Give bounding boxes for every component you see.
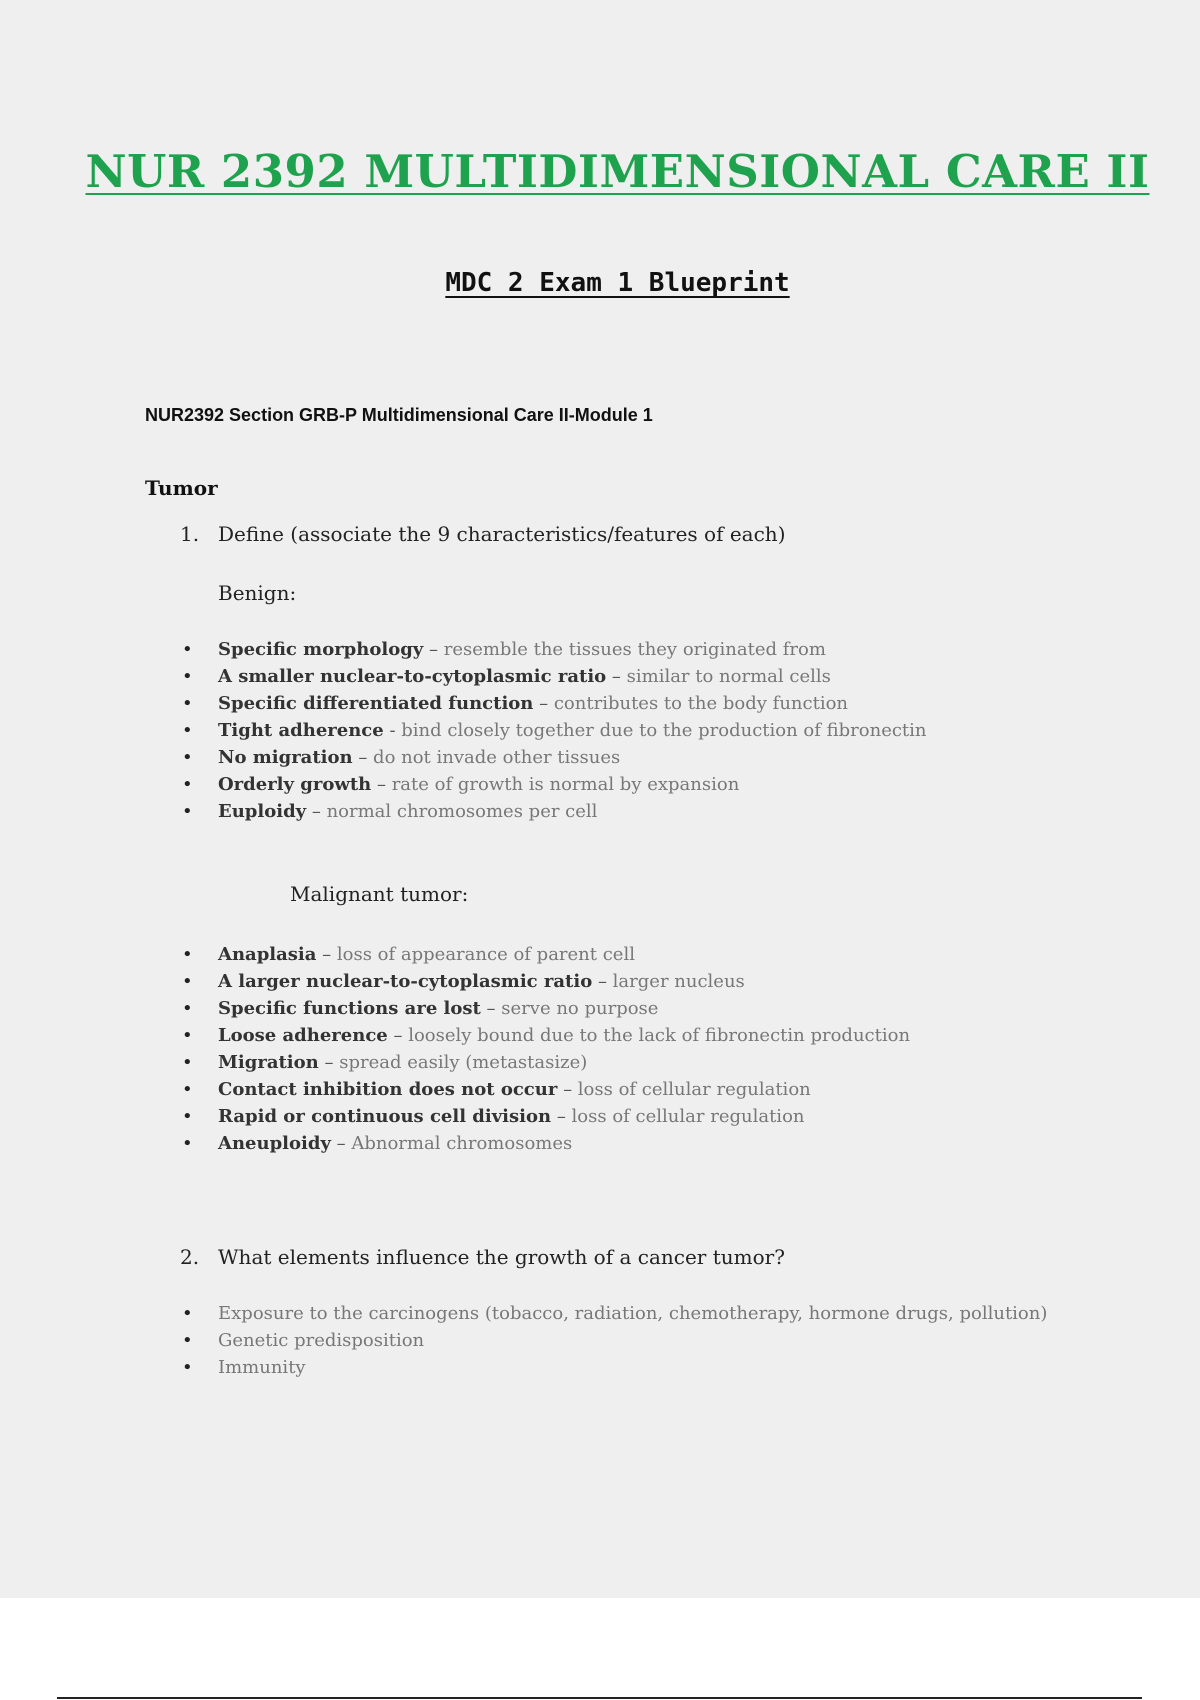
bullet-icon: • [182,747,193,768]
document-subtitle: MDC 2 Exam 1 Blueprint [445,268,790,298]
bullet-icon: • [182,971,193,992]
list-item: • Contact inhibition does not occur – loss of cellular regulation [180,1076,910,1103]
benign-heading: Benign: [218,581,297,605]
list-item: • Orderly growth – rate of growth is normal by expansion [180,771,927,798]
bullet-icon: • [182,693,193,714]
list-item: • Immunity [180,1354,1047,1381]
list-item: • Genetic predisposition [180,1327,1047,1354]
growth-factors-list [180,1300,1047,1381]
bullet-icon: • [182,1052,193,1073]
bullet-icon: • [182,774,193,795]
bullet-icon: • [182,1330,193,1351]
benign-list [180,636,927,825]
list-item: • Specific morphology – resemble the tissues they originated from [180,636,927,663]
footer-rule [57,1697,1142,1699]
list-item: • Specific functions are lost – serve no purpose [180,995,910,1022]
list-item: • Migration – spread easily (metastasize) [180,1049,910,1076]
document-title: NUR 2392 MULTIDIMENSIONAL CARE II [85,145,1150,198]
bullet-icon: • [182,944,193,965]
bullet-icon: • [182,1079,193,1100]
topic-heading: Tumor [145,476,218,500]
bullet-icon: • [182,1357,193,1378]
bullet-icon: • [182,801,193,822]
bullet-icon: • [182,639,193,660]
list-item: • Tight adherence - bind closely together due to the production of fibronectin [180,717,927,744]
list-item: • Anaplasia – loss of appearance of parent cell [180,941,910,968]
malignant-heading: Malignant tumor: [290,882,469,906]
question-1-text: Define (associate the 9 characteristics/features of each) [218,522,786,546]
question-1 [180,522,786,546]
question-1-number: 1. [180,522,200,546]
list-item: • Exposure to the carcinogens (tobacco, radiation, chemotherapy, hormone drugs, pollution) [180,1300,1047,1327]
list-item: • Loose adherence – loosely bound due to the lack of fibronectin production [180,1022,910,1049]
bullet-icon: • [182,1025,193,1046]
question-2 [180,1245,785,1269]
list-item: • No migration – do not invade other tissues [180,744,927,771]
section-heading: NUR2392 Section GRB-P Multidimensional Care II-Module 1 [145,405,653,425]
bullet-icon: • [182,1303,193,1324]
bullet-icon: • [182,720,193,741]
list-item: • Aneuploidy – Abnormal chromosomes [180,1130,910,1157]
list-item: • Euploidy – normal chromosomes per cell [180,798,927,825]
list-item: • Rapid or continuous cell division – loss of cellular regulation [180,1103,910,1130]
list-item: • Specific differentiated function – contributes to the body function [180,690,927,717]
bullet-icon: • [182,1106,193,1127]
list-item: • A larger nuclear-to-cytoplasmic ratio – larger nucleus [180,968,910,995]
question-2-number: 2. [180,1245,200,1269]
question-2-text: What elements influence the growth of a cancer tumor? [218,1245,785,1269]
bullet-icon: • [182,1133,193,1154]
malignant-list [180,941,910,1157]
list-item: • A smaller nuclear-to-cytoplasmic ratio – similar to normal cells [180,663,927,690]
bullet-icon: • [182,998,193,1019]
bullet-icon: • [182,666,193,687]
